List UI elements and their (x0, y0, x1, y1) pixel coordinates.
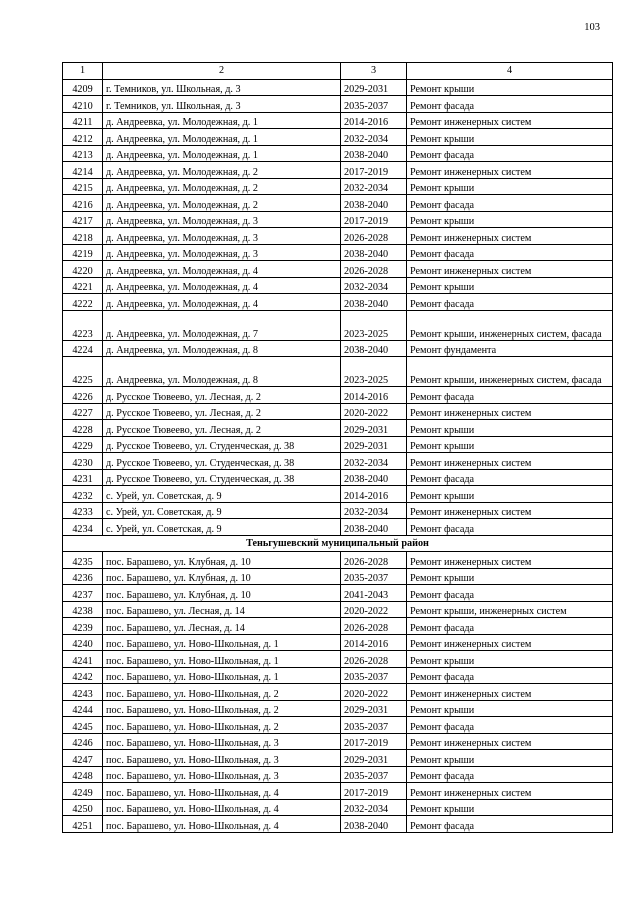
row-work-type: Ремонт фасада (407, 195, 613, 212)
row-number: 4251 (63, 816, 103, 833)
row-period: 2032-2034 (341, 453, 407, 470)
row-period: 2017-2019 (341, 733, 407, 750)
row-number: 4236 (63, 568, 103, 585)
row-number: 4234 (63, 519, 103, 536)
table-row (63, 340, 613, 357)
row-work-type: Ремонт фасада (407, 294, 613, 311)
row-address: д. Андреевка, ул. Молодежная, д. 1 (103, 112, 341, 129)
table-row (63, 294, 613, 311)
table-row (63, 195, 613, 212)
region-title: Теньгушевский муниципальный район (63, 535, 613, 552)
row-period: 2014-2016 (341, 112, 407, 129)
row-work-type: Ремонт крыши (407, 750, 613, 767)
table-row (63, 178, 613, 195)
row-number: 4230 (63, 453, 103, 470)
row-period: 2032-2034 (341, 178, 407, 195)
row-period: 2032-2034 (341, 799, 407, 816)
row-address: пос. Барашево, ул. Ново-Школьная, д. 1 (103, 667, 341, 684)
row-address: д. Андреевка, ул. Молодежная, д. 1 (103, 129, 341, 146)
row-number: 4210 (63, 96, 103, 113)
row-period: 2035-2037 (341, 568, 407, 585)
table-row (63, 486, 613, 503)
row-work-type: Ремонт инженерных систем (407, 502, 613, 519)
row-number: 4235 (63, 552, 103, 569)
row-number: 4221 (63, 277, 103, 294)
row-period: 2035-2037 (341, 717, 407, 734)
table-row (63, 112, 613, 129)
row-work-type: Ремонт фасада (407, 469, 613, 486)
row-number: 4222 (63, 294, 103, 311)
row-work-type: Ремонт инженерных систем (407, 453, 613, 470)
header-col-2: 2 (103, 63, 341, 80)
table-row (63, 277, 613, 294)
row-address: пос. Барашево, ул. Клубная, д. 10 (103, 568, 341, 585)
row-work-type: Ремонт крыши (407, 420, 613, 437)
row-period: 2023-2025 (341, 357, 407, 387)
row-work-type: Ремонт инженерных систем (407, 228, 613, 245)
row-period: 2032-2034 (341, 502, 407, 519)
row-address: д. Андреевка, ул. Молодежная, д. 1 (103, 145, 341, 162)
table-row (63, 766, 613, 783)
row-work-type: Ремонт фасада (407, 145, 613, 162)
row-number: 4229 (63, 436, 103, 453)
row-address: д. Русское Тювеево, ул. Лесная, д. 2 (103, 403, 341, 420)
row-period: 2032-2034 (341, 277, 407, 294)
row-address: д. Андреевка, ул. Молодежная, д. 2 (103, 178, 341, 195)
row-period: 2026-2028 (341, 228, 407, 245)
row-number: 4228 (63, 420, 103, 437)
row-address: д. Андреевка, ул. Молодежная, д. 2 (103, 162, 341, 179)
row-period: 2035-2037 (341, 766, 407, 783)
row-period: 2038-2040 (341, 244, 407, 261)
row-address: пос. Барашево, ул. Ново-Школьная, д. 2 (103, 684, 341, 701)
row-address: д. Русское Тювеево, ул. Студенческая, д. 38 (103, 453, 341, 470)
row-period: 2026-2028 (341, 552, 407, 569)
region-header-row (63, 535, 613, 552)
table-row (63, 96, 613, 113)
row-period: 2029-2031 (341, 700, 407, 717)
row-work-type: Ремонт инженерных систем (407, 733, 613, 750)
row-number: 4249 (63, 783, 103, 800)
row-period: 2026-2028 (341, 261, 407, 278)
row-work-type: Ремонт фасада (407, 667, 613, 684)
table-row (63, 129, 613, 146)
row-work-type: Ремонт крыши (407, 651, 613, 668)
row-address: д. Русское Тювеево, ул. Студенческая, д. 38 (103, 469, 341, 486)
row-number: 4242 (63, 667, 103, 684)
row-work-type: Ремонт фасада (407, 585, 613, 602)
row-address: г. Темников, ул. Школьная, д. 3 (103, 96, 341, 113)
row-address: пос. Барашево, ул. Лесная, д. 14 (103, 601, 341, 618)
table-row (63, 601, 613, 618)
row-address: пос. Барашево, ул. Ново-Школьная, д. 3 (103, 750, 341, 767)
table-row (63, 261, 613, 278)
row-address: д. Андреевка, ул. Молодежная, д. 4 (103, 261, 341, 278)
row-number: 4232 (63, 486, 103, 503)
row-work-type: Ремонт фасада (407, 96, 613, 113)
table-row (63, 667, 613, 684)
row-work-type: Ремонт крыши, инженерных систем, фасада (407, 310, 613, 340)
row-address: д. Андреевка, ул. Молодежная, д. 3 (103, 228, 341, 245)
row-period: 2038-2040 (341, 145, 407, 162)
row-period: 2017-2019 (341, 162, 407, 179)
table-row (63, 228, 613, 245)
table-row (63, 420, 613, 437)
row-work-type: Ремонт крыши (407, 486, 613, 503)
table-row (63, 634, 613, 651)
table-row (63, 684, 613, 701)
row-address: д. Андреевка, ул. Молодежная, д. 4 (103, 277, 341, 294)
row-number: 4246 (63, 733, 103, 750)
row-address: д. Андреевка, ул. Молодежная, д. 3 (103, 244, 341, 261)
row-number: 4227 (63, 403, 103, 420)
table-row (63, 552, 613, 569)
row-period: 2029-2031 (341, 79, 407, 96)
row-number: 4238 (63, 601, 103, 618)
row-address: пос. Барашево, ул. Ново-Школьная, д. 4 (103, 783, 341, 800)
row-work-type: Ремонт крыши, инженерных систем, фасада (407, 357, 613, 387)
row-period: 2017-2019 (341, 783, 407, 800)
row-address: пос. Барашево, ул. Ново-Школьная, д. 2 (103, 717, 341, 734)
table-row (63, 162, 613, 179)
row-period: 2038-2040 (341, 519, 407, 536)
row-number: 4244 (63, 700, 103, 717)
header-col-3: 3 (341, 63, 407, 80)
row-period: 2017-2019 (341, 211, 407, 228)
row-address: пос. Барашево, ул. Ново-Школьная, д. 4 (103, 799, 341, 816)
row-number: 4218 (63, 228, 103, 245)
header-col-4: 4 (407, 63, 613, 80)
row-period: 2035-2037 (341, 96, 407, 113)
row-number: 4245 (63, 717, 103, 734)
row-period: 2029-2031 (341, 750, 407, 767)
table-row (63, 750, 613, 767)
table-row (63, 387, 613, 404)
row-work-type: Ремонт крыши (407, 277, 613, 294)
row-work-type: Ремонт фасада (407, 387, 613, 404)
row-period: 2020-2022 (341, 403, 407, 420)
row-number: 4219 (63, 244, 103, 261)
row-address: пос. Барашево, ул. Ново-Школьная, д. 2 (103, 700, 341, 717)
row-period: 2038-2040 (341, 195, 407, 212)
table-row (63, 453, 613, 470)
row-address: д. Андреевка, ул. Молодежная, д. 4 (103, 294, 341, 311)
table-row (63, 783, 613, 800)
row-work-type: Ремонт инженерных систем (407, 552, 613, 569)
row-period: 2014-2016 (341, 634, 407, 651)
table-row (63, 79, 613, 96)
row-number: 4233 (63, 502, 103, 519)
table-row (63, 651, 613, 668)
row-work-type: Ремонт инженерных систем (407, 684, 613, 701)
table-row (63, 403, 613, 420)
table-row (63, 618, 613, 635)
row-period: 2014-2016 (341, 486, 407, 503)
row-number: 4241 (63, 651, 103, 668)
row-number: 4243 (63, 684, 103, 701)
row-period: 2032-2034 (341, 129, 407, 146)
row-address: д. Андреевка, ул. Молодежная, д. 3 (103, 211, 341, 228)
row-work-type: Ремонт крыши, инженерных систем (407, 601, 613, 618)
row-number: 4240 (63, 634, 103, 651)
row-number: 4211 (63, 112, 103, 129)
row-address: д. Андреевка, ул. Молодежная, д. 8 (103, 340, 341, 357)
row-number: 4248 (63, 766, 103, 783)
table-row (63, 733, 613, 750)
table-header-row (63, 63, 613, 80)
row-period: 2038-2040 (341, 294, 407, 311)
row-address: пос. Барашево, ул. Лесная, д. 14 (103, 618, 341, 635)
row-number: 4223 (63, 310, 103, 340)
row-number: 4226 (63, 387, 103, 404)
row-period: 2023-2025 (341, 310, 407, 340)
row-number: 4209 (63, 79, 103, 96)
row-work-type: Ремонт инженерных систем (407, 403, 613, 420)
row-period: 2014-2016 (341, 387, 407, 404)
table-row (63, 700, 613, 717)
row-work-type: Ремонт крыши (407, 568, 613, 585)
row-work-type: Ремонт крыши (407, 178, 613, 195)
row-address: д. Русское Тювеево, ул. Студенческая, д. 38 (103, 436, 341, 453)
row-period: 2029-2031 (341, 436, 407, 453)
table-row (63, 145, 613, 162)
row-address: д. Русское Тювеево, ул. Лесная, д. 2 (103, 420, 341, 437)
row-work-type: Ремонт крыши (407, 436, 613, 453)
row-address: с. Урей, ул. Советская, д. 9 (103, 502, 341, 519)
row-number: 4217 (63, 211, 103, 228)
row-period: 2038-2040 (341, 340, 407, 357)
repair-schedule-table (62, 62, 613, 833)
row-address: с. Урей, ул. Советская, д. 9 (103, 486, 341, 503)
row-period: 2029-2031 (341, 420, 407, 437)
row-work-type: Ремонт инженерных систем (407, 261, 613, 278)
row-number: 4215 (63, 178, 103, 195)
row-work-type: Ремонт инженерных систем (407, 634, 613, 651)
row-address: пос. Барашево, ул. Ново-Школьная, д. 4 (103, 816, 341, 833)
row-period: 2038-2040 (341, 469, 407, 486)
row-address: д. Русское Тювеево, ул. Лесная, д. 2 (103, 387, 341, 404)
header-col-1: 1 (63, 63, 103, 80)
row-work-type: Ремонт инженерных систем (407, 162, 613, 179)
table-row (63, 502, 613, 519)
row-work-type: Ремонт крыши (407, 211, 613, 228)
row-address: г. Темников, ул. Школьная, д. 3 (103, 79, 341, 96)
row-number: 4212 (63, 129, 103, 146)
row-period: 2020-2022 (341, 684, 407, 701)
row-work-type: Ремонт инженерных систем (407, 112, 613, 129)
row-number: 4224 (63, 340, 103, 357)
table-row (63, 357, 613, 387)
row-address: с. Урей, ул. Советская, д. 9 (103, 519, 341, 536)
table-row (63, 585, 613, 602)
table-row (63, 519, 613, 536)
row-work-type: Ремонт крыши (407, 799, 613, 816)
row-period: 2026-2028 (341, 651, 407, 668)
row-number: 4225 (63, 357, 103, 387)
table-row (63, 717, 613, 734)
row-address: пос. Барашево, ул. Клубная, д. 10 (103, 585, 341, 602)
row-address: пос. Барашево, ул. Клубная, д. 10 (103, 552, 341, 569)
table-row (63, 816, 613, 833)
row-number: 4247 (63, 750, 103, 767)
row-work-type: Ремонт крыши (407, 79, 613, 96)
row-work-type: Ремонт фундамента (407, 340, 613, 357)
row-address: д. Андреевка, ул. Молодежная, д. 8 (103, 357, 341, 387)
table-row (63, 469, 613, 486)
row-address: пос. Барашево, ул. Ново-Школьная, д. 3 (103, 766, 341, 783)
row-period: 2020-2022 (341, 601, 407, 618)
row-work-type: Ремонт инженерных систем (407, 783, 613, 800)
row-number: 4214 (63, 162, 103, 179)
row-work-type: Ремонт фасада (407, 717, 613, 734)
row-number: 4237 (63, 585, 103, 602)
row-number: 4216 (63, 195, 103, 212)
row-period: 2026-2028 (341, 618, 407, 635)
row-number: 4213 (63, 145, 103, 162)
row-work-type: Ремонт фасада (407, 519, 613, 536)
table-row (63, 211, 613, 228)
table-row (63, 310, 613, 340)
row-period: 2035-2037 (341, 667, 407, 684)
row-number: 4239 (63, 618, 103, 635)
row-work-type: Ремонт фасада (407, 766, 613, 783)
row-work-type: Ремонт фасада (407, 618, 613, 635)
row-work-type: Ремонт фасада (407, 244, 613, 261)
table-row (63, 244, 613, 261)
table-body (63, 79, 613, 832)
table-row (63, 436, 613, 453)
table-row (63, 799, 613, 816)
row-period: 2038-2040 (341, 816, 407, 833)
row-work-type: Ремонт крыши (407, 700, 613, 717)
row-address: д. Андреевка, ул. Молодежная, д. 2 (103, 195, 341, 212)
row-address: пос. Барашево, ул. Ново-Школьная, д. 1 (103, 634, 341, 651)
row-period: 2041-2043 (341, 585, 407, 602)
row-number: 4231 (63, 469, 103, 486)
row-address: пос. Барашево, ул. Ново-Школьная, д. 1 (103, 651, 341, 668)
row-address: пос. Барашево, ул. Ново-Школьная, д. 3 (103, 733, 341, 750)
row-work-type: Ремонт крыши (407, 129, 613, 146)
table-row (63, 568, 613, 585)
page-number: 103 (584, 22, 600, 33)
row-address: д. Андреевка, ул. Молодежная, д. 7 (103, 310, 341, 340)
row-number: 4220 (63, 261, 103, 278)
row-work-type: Ремонт фасада (407, 816, 613, 833)
row-number: 4250 (63, 799, 103, 816)
